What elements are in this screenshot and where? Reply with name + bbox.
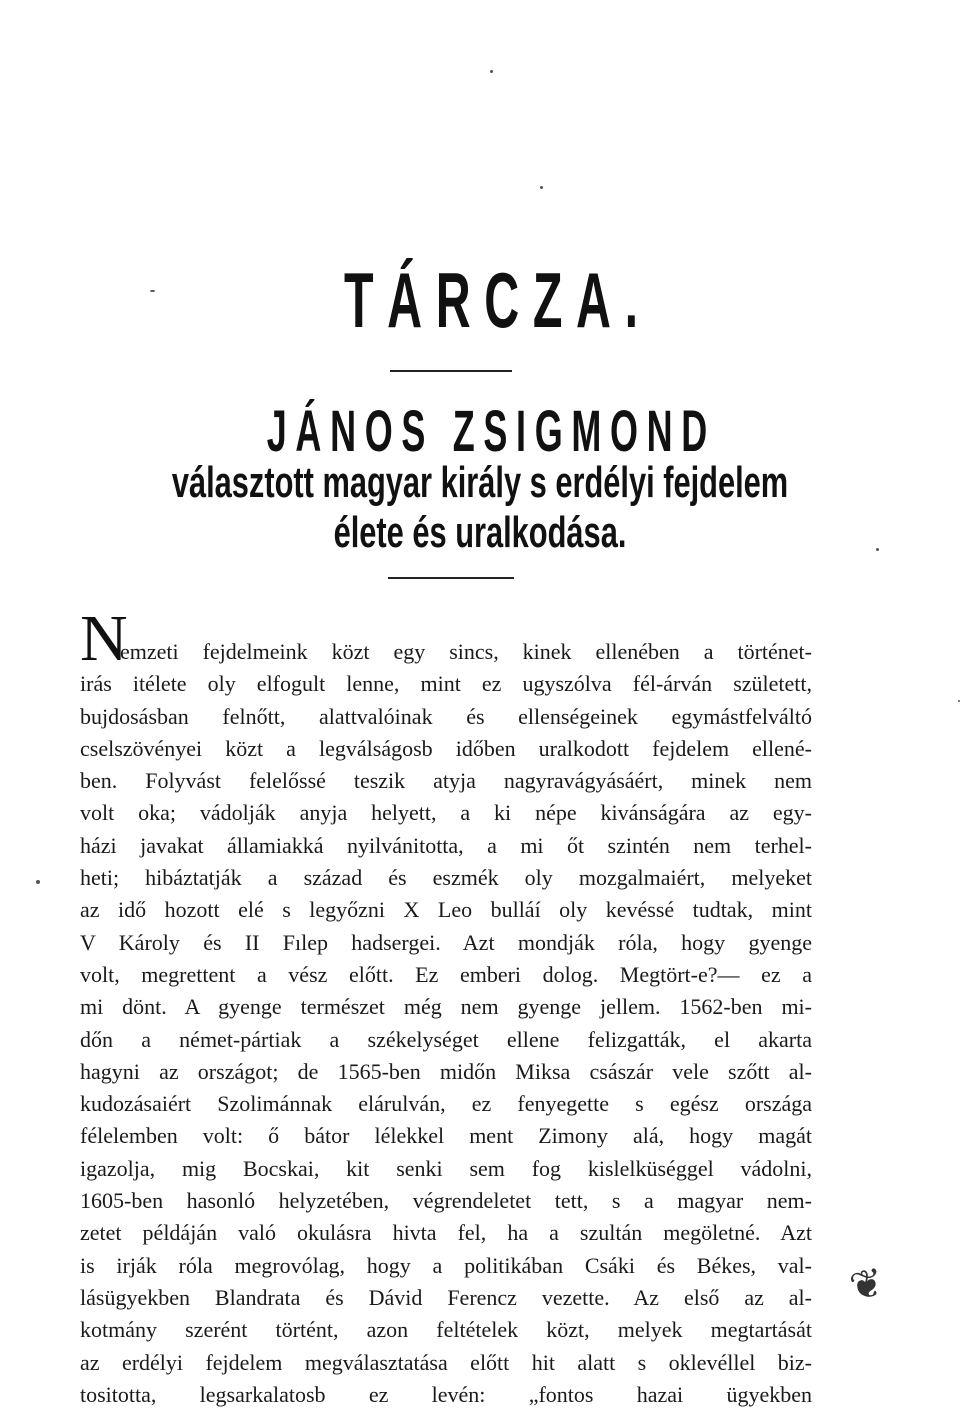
text-line: 1605-ben hasonló helyzetében, végrendeletet tett, s a magyar nem- (80, 1188, 812, 1214)
text-line: házi javakat államiakká nyilvánitotta, a mi őt szintén nem terhel- (80, 832, 812, 858)
text-line: mi dönt. A gyenge természet még nem gyenge jellem. 1562-ben mi- (80, 994, 812, 1020)
drop-cap: N (80, 602, 128, 675)
text-line: lásügyekben Blandrata és Dávid Ferencz vezette. Az első az al- (80, 1284, 812, 1310)
text-line: hagyni az országot; de 1565-ben midőn Miksa császár vele szőtt al- (80, 1058, 812, 1084)
scan-speck (540, 186, 543, 189)
article-subtitle-line2: élete és uralkodása. (333, 508, 627, 557)
scan-speck (150, 290, 155, 292)
text-line: bujdosásban felnőtt, alattvalóinak és ellenségeinek egymástfelváltó (80, 703, 812, 729)
article-subtitle-line1: választott magyar király s erdélyi fejdelem (171, 458, 789, 507)
text-line: zetet példáján való okulásra hivta fel, ha a szultán megöletné. Azt (80, 1220, 812, 1246)
text-line: kotmány szerént történt, azon feltételek közt, melyek megtartását (80, 1317, 812, 1343)
text-line: volt, megrettent a vész előtt. Ez emberi dolog. Megtört-e?— ez a (80, 961, 812, 987)
text-line: tositotta, legsarkalatosb ez levén: „fontos hazai ügyekben (80, 1381, 812, 1407)
text-line: ben. Folyvást felelőssé teszik atyja nagyravágyásáért, minek nem (80, 768, 812, 794)
text-line: félelemben volt: ő bátor lélekkel ment Zimony alá, hogy magát (80, 1123, 812, 1149)
ornament-icon: ❦ (845, 1259, 888, 1311)
scan-speck (36, 880, 40, 884)
text-line: V Károly és II Fılep hadsergei. Azt mondják róla, hogy gyenge (80, 929, 812, 955)
section-title: TÁRCZA. (343, 256, 652, 344)
text-line: igazolja, mig Bocskai, kit senki sem fog kislelküséggel vádolni, (80, 1155, 812, 1181)
scan-speck (490, 70, 493, 73)
text-line: irás itélete oly elfogult lenne, mint ez ugyszólva fél-árván született, (80, 671, 812, 697)
divider-rule (388, 577, 514, 579)
text-line: az idő hozott elé s legyőzni X Leo bulláí oly kevéssé tudtak, mint (80, 897, 812, 923)
article-body (80, 636, 812, 1411)
text-line: heti; hibáztatják a század és eszmék oly mozgalmaiért, melyeket (80, 865, 812, 891)
text-line: emzeti fejdelmeink közt egy sincs, kinek ellenében a történet- (120, 639, 812, 664)
text-line: cselszövényei közt a legválságosb időben uralkodott fejdelem ellené- (80, 735, 812, 761)
text-line: volt oka; vádolják anyja helyett, a ki népe kivánságára az egy- (80, 800, 812, 826)
text-line: dőn a német-pártiak a székelységet ellene felizgatták, el akarta (80, 1026, 812, 1052)
scan-speck (876, 548, 879, 551)
divider-rule (390, 370, 512, 372)
article-name: JÁNOS ZSIGMOND (266, 399, 716, 464)
text-line: is irják róla megrovólag, hogy a politikában Csáki és Békes, val- (80, 1252, 812, 1278)
text-line: az erdélyi fejdelem megválasztatása előtt hit alatt s oklevéllel biz- (80, 1349, 812, 1375)
text-line: kudozásaiért Szolimánnak elárulván, ez fenyegette s egész országa (80, 1091, 812, 1117)
